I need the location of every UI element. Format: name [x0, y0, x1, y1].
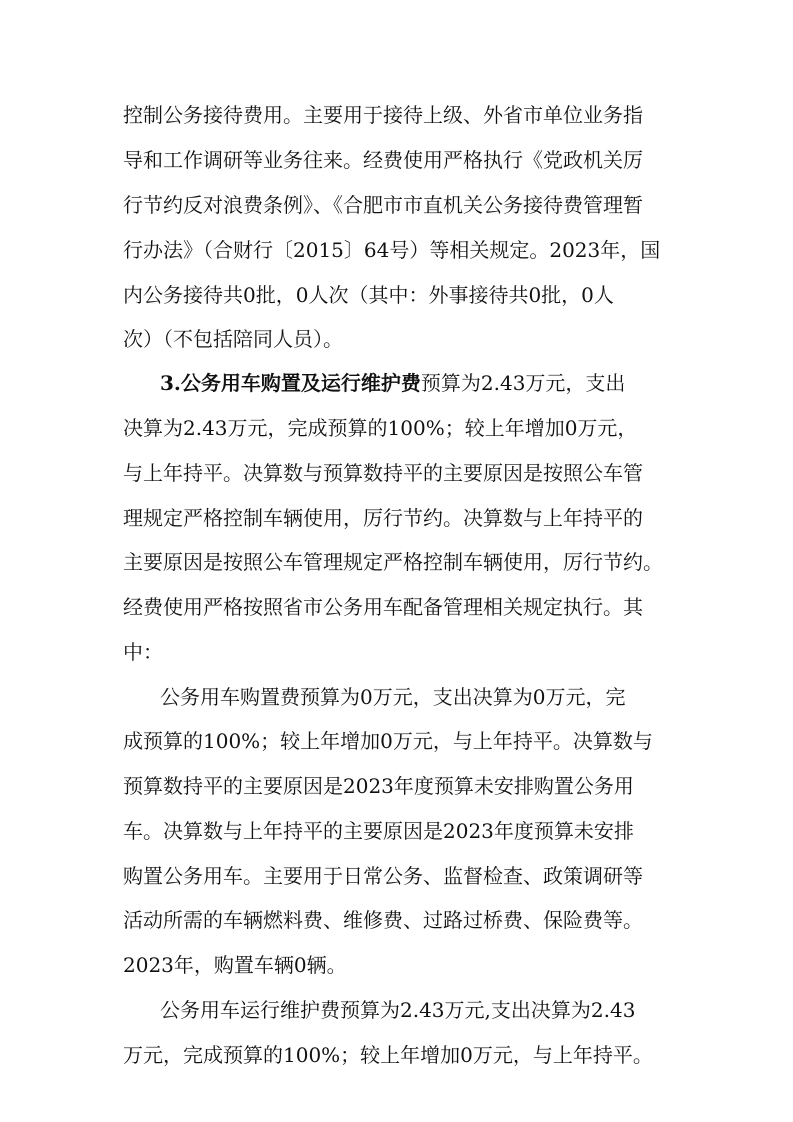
text-line: 中： [123, 640, 163, 664]
text-line: 万元，完成预算的100%；较上年增加0万元，与上年持平。 [123, 1043, 653, 1067]
text-line: 经费使用严格按照省市公务用车配备管理相关规定执行。其 [123, 595, 643, 619]
text-line: 成预算的100%；较上年增加0万元，与上年持平。决算数与 [123, 729, 653, 753]
text-line: 理规定严格控制车辆使用，厉行节约。决算数与上年持平的 [123, 506, 643, 530]
text-line: 2023年，购置车辆0辆。 [123, 953, 347, 977]
text-line: 次）（不包括陪同人员）。 [123, 327, 343, 351]
text-line: 车。决算数与上年持平的主要原因是2023年度预算未安排 [123, 819, 634, 843]
text-line: 控制公务接待费用。主要用于接待上级、外省市单位业务指 [123, 103, 643, 127]
text-line: 导和工作调研等业务往来。经费使用严格执行《党政机关厉 [123, 148, 643, 172]
text-line: 公务用车运行维护费预算为2.43万元,支出决算为2.43 [160, 998, 636, 1022]
text-line: 内公务接待共0批，0人次（其中：外事接待共0批，0人 [123, 283, 614, 307]
text-span: 预算为2.43万元，支出 [420, 371, 626, 395]
text-line: 行节约反对浪费条例》、《合肥市市直机关公务接待费管理暂 [123, 193, 643, 217]
text-line: 购置公务用车。主要用于日常公务、监督检查、政策调研等 [123, 864, 643, 888]
text-line: 决算为2.43万元，完成预算的100%；较上年增加0万元， [123, 416, 638, 440]
text-line: 活动所需的车辆燃料费、维修费、过路过桥费、保险费等。 [123, 908, 643, 932]
text-line: 主要原因是按照公车管理规定严格控制车辆使用，厉行节约。 [123, 550, 663, 574]
section-heading: 3.公务用车购置及运行维护费 [160, 371, 421, 395]
text-line: 行办法》（合财行〔2015〕64号）等相关规定。2023年，国 [123, 238, 661, 262]
text-line: 公务用车购置费预算为0万元，支出决算为0万元，完 [160, 685, 626, 709]
text-line: 预算数持平的主要原因是2023年度预算未安排购置公务用 [123, 774, 634, 798]
section-paragraph-start [160, 369, 625, 397]
text-line: 与上年持平。决算数与预算数持平的主要原因是按照公车管 [123, 461, 643, 485]
